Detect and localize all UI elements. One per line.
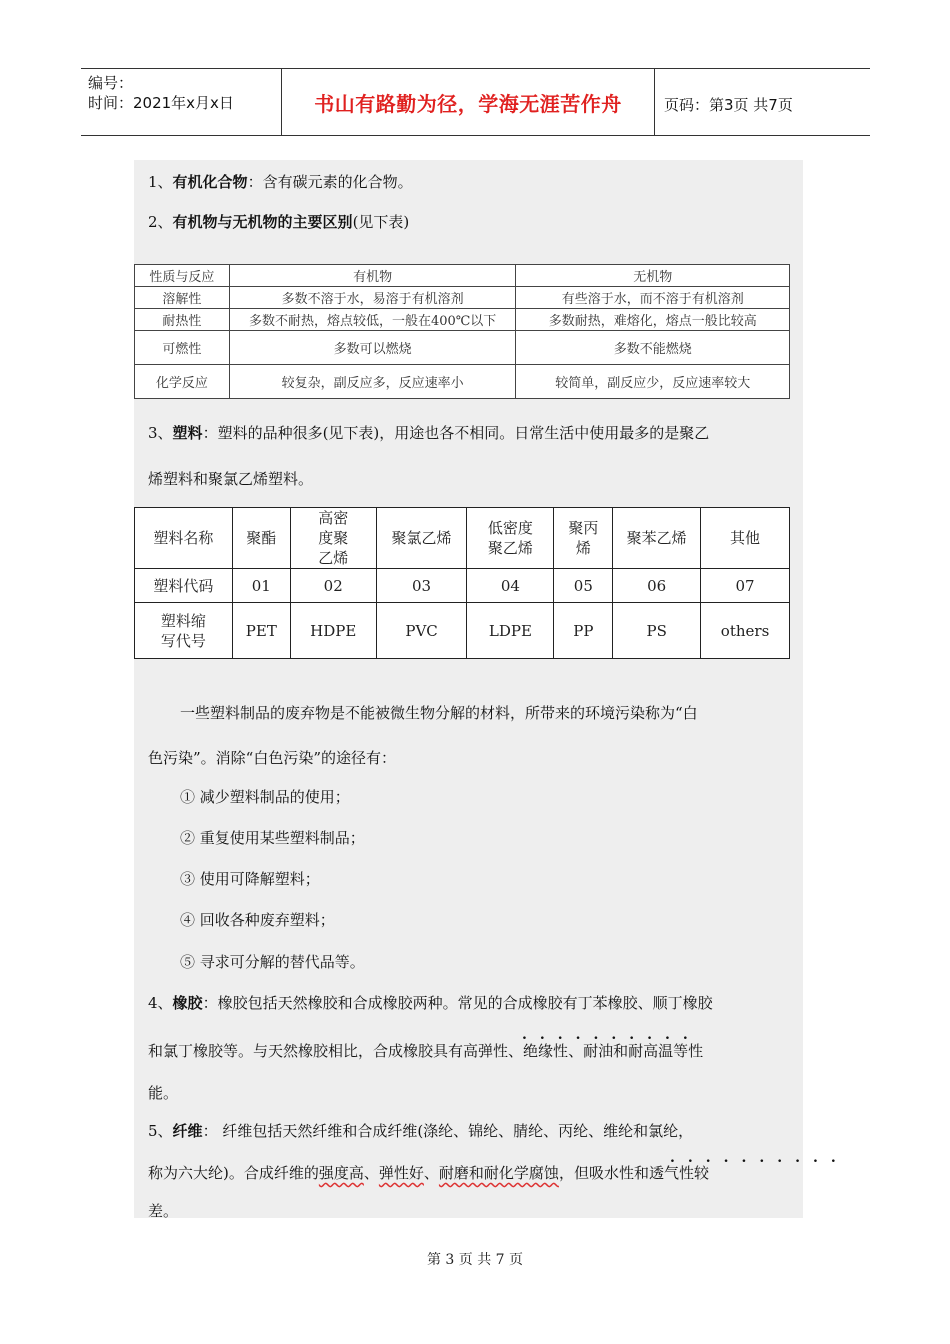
table-row — [135, 309, 790, 331]
table-header-row — [135, 265, 790, 287]
plastic-abbr-row — [135, 603, 790, 659]
table-row — [135, 365, 790, 399]
text-run: ，但 — [558, 1164, 589, 1182]
table-cell: 07 — [701, 569, 790, 603]
table-header-cell: 有机物 — [229, 265, 516, 287]
organic-inorganic-table — [134, 264, 790, 399]
table-row — [135, 287, 790, 309]
table-cell: 高密度聚乙烯 — [290, 508, 376, 569]
table-cell: 化学反应 — [135, 365, 230, 399]
section-term: 纤维 — [172, 1122, 203, 1140]
section-term: 塑料 — [172, 424, 203, 442]
table-cell: PVC — [376, 603, 467, 659]
section-number: 5、 — [148, 1122, 173, 1140]
table-cell: 01 — [232, 569, 290, 603]
section-text: ：橡胶包括天然橡胶和合成橡胶两种。常见的合成橡胶有丁苯橡胶、顺丁橡胶 — [202, 994, 713, 1012]
table-cell: 02 — [290, 569, 376, 603]
table-cell: 多数不溶于水，易溶于有机溶剂 — [229, 287, 516, 309]
table-cell: 04 — [467, 569, 554, 603]
header-bottom-rule — [81, 135, 870, 136]
plastic-code-row — [135, 569, 790, 603]
section-number: 4、 — [148, 994, 173, 1012]
table-cell: 多数可以燃烧 — [229, 331, 516, 365]
text-run: 和 — [613, 1042, 629, 1060]
table-cell: 耐热性 — [135, 309, 230, 331]
section-4-line-3: 能。 — [148, 1084, 179, 1102]
table-cell: 聚苯乙烯 — [613, 508, 701, 569]
header-number: 编号： — [88, 74, 134, 92]
table-header-cell: 塑料缩写代号 — [135, 603, 233, 659]
table-cell: 聚丙烯 — [554, 508, 613, 569]
underlined-text: 耐磨和耐化学腐蚀 — [438, 1164, 559, 1182]
emphasis-dots: .......... — [670, 1150, 849, 1166]
text-run: 、 — [508, 1042, 524, 1060]
measure-item: ③ 使用可降解塑料； — [180, 870, 320, 888]
emphasis-text: 吸水性和透气性 — [588, 1164, 694, 1182]
table-cell: 多数耐热，难熔化，熔点一般比较高 — [516, 309, 790, 331]
emphasis-text: 耐油 — [583, 1042, 614, 1060]
table-cell: 其他 — [701, 508, 790, 569]
header-page-code: 页码：第3页 共7页 — [664, 96, 793, 114]
table-cell: PP — [554, 603, 613, 659]
table-cell: 溶解性 — [135, 287, 230, 309]
table-header-cell: 无机物 — [516, 265, 790, 287]
pollution-line-2: 色污染”。消除“白色污染”的途径有： — [148, 749, 397, 767]
section-3-line-1 — [148, 423, 709, 443]
table-header-cell: 性质与反应 — [135, 265, 230, 287]
table-cell: 03 — [376, 569, 467, 603]
table-cell: 低密度聚乙烯 — [467, 508, 554, 569]
table-cell: 05 — [554, 569, 613, 603]
section-4-line-2 — [148, 1041, 703, 1061]
emphasis-dots: .......... — [522, 1027, 701, 1043]
measure-item: ① 减少塑料制品的使用； — [180, 788, 350, 806]
plastics-table — [134, 507, 790, 659]
table-cell: PET — [232, 603, 290, 659]
table-cell: 聚酯 — [232, 508, 290, 569]
table-cell: 较复杂，副反应多，反应速率小 — [229, 365, 516, 399]
header-time: 时间：2021年x月x日 — [88, 94, 234, 112]
table-header-cell: 塑料名称 — [135, 508, 233, 569]
text-run: 和氯丁橡胶等。与天然橡胶相比，合成橡胶具有 — [148, 1042, 464, 1060]
table-cell: 可燃性 — [135, 331, 230, 365]
text-run: 、 — [423, 1164, 439, 1182]
emphasis-text: 耐高温 — [628, 1042, 674, 1060]
section-term: 有机化合物 — [172, 173, 248, 191]
header-divider — [654, 68, 655, 135]
section-2 — [148, 212, 409, 232]
table-cell: 较简单，副反应少，反应速率较大 — [516, 365, 790, 399]
section-number: 2、 — [148, 213, 173, 231]
section-4-line-1 — [148, 993, 713, 1013]
page-footer: 第 3 页 共 7 页 — [426, 1252, 524, 1268]
text-run: 称为六大纶)。合成纤维的 — [148, 1164, 319, 1182]
table-cell: 聚氯乙烯 — [376, 508, 467, 569]
table-row — [135, 331, 790, 365]
text-run: 、 — [363, 1164, 379, 1182]
section-number: 1、 — [148, 173, 173, 191]
plastic-name-row — [135, 508, 790, 569]
section-text: (见下表) — [352, 213, 410, 231]
text-run: 、 — [568, 1042, 584, 1060]
table-cell: 多数不能燃烧 — [516, 331, 790, 365]
underlined-text: 弹性好 — [378, 1164, 424, 1182]
table-header-cell: 塑料代码 — [135, 569, 233, 603]
section-3-line-2: 烯塑料和聚氯乙烯塑料。 — [148, 470, 314, 488]
section-term: 橡胶 — [172, 994, 203, 1012]
emphasis-text: 高弹性 — [463, 1042, 509, 1060]
measure-item: ④ 回收各种废弃塑料； — [180, 911, 335, 929]
emphasis-text: 绝缘性 — [523, 1042, 569, 1060]
table-cell: 多数不耐热，熔点较低，一般在400℃以下 — [229, 309, 516, 331]
section-number: 3、 — [148, 424, 173, 442]
table-cell: LDPE — [467, 603, 554, 659]
text-run: 等性 — [673, 1042, 704, 1060]
section-text: ：含有碳元素的化合物。 — [247, 173, 413, 191]
table-cell: PS — [613, 603, 701, 659]
table-cell: 有些溶于水，而不溶于有机溶剂 — [516, 287, 790, 309]
section-term: 有机物与无机物的主要区别 — [172, 213, 353, 231]
table-cell: HDPE — [290, 603, 376, 659]
section-text: ： 纤维包括天然纤维和合成纤维(涤纶、锦纶、腈纶、丙纶、维纶和氯纶， — [202, 1122, 694, 1140]
section-5-line-3: 差。 — [148, 1202, 179, 1220]
measure-item: ⑤ 寻求可分解的替代品等。 — [180, 953, 365, 971]
pollution-line-1: 一些塑料制品的废弃物是不能被微生物分解的材料，所带来的环境污染称为“白 — [180, 704, 698, 722]
section-text: ：塑料的品种很多(见下表)，用途也各不相同。日常生活中使用最多的是聚乙 — [202, 424, 710, 442]
table-cell: others — [701, 603, 790, 659]
measure-item: ② 重复使用某些塑料制品； — [180, 829, 365, 847]
header-top-rule — [81, 68, 870, 69]
underlined-text: 强度高 — [318, 1164, 364, 1182]
section-5-line-1 — [148, 1121, 693, 1141]
text-run: 较 — [693, 1164, 709, 1182]
table-cell: 06 — [613, 569, 701, 603]
section-1 — [148, 172, 413, 192]
header-motto: 书山有路勤为径，学海无涯苦作舟 — [314, 92, 622, 116]
section-5-line-2 — [148, 1163, 709, 1183]
